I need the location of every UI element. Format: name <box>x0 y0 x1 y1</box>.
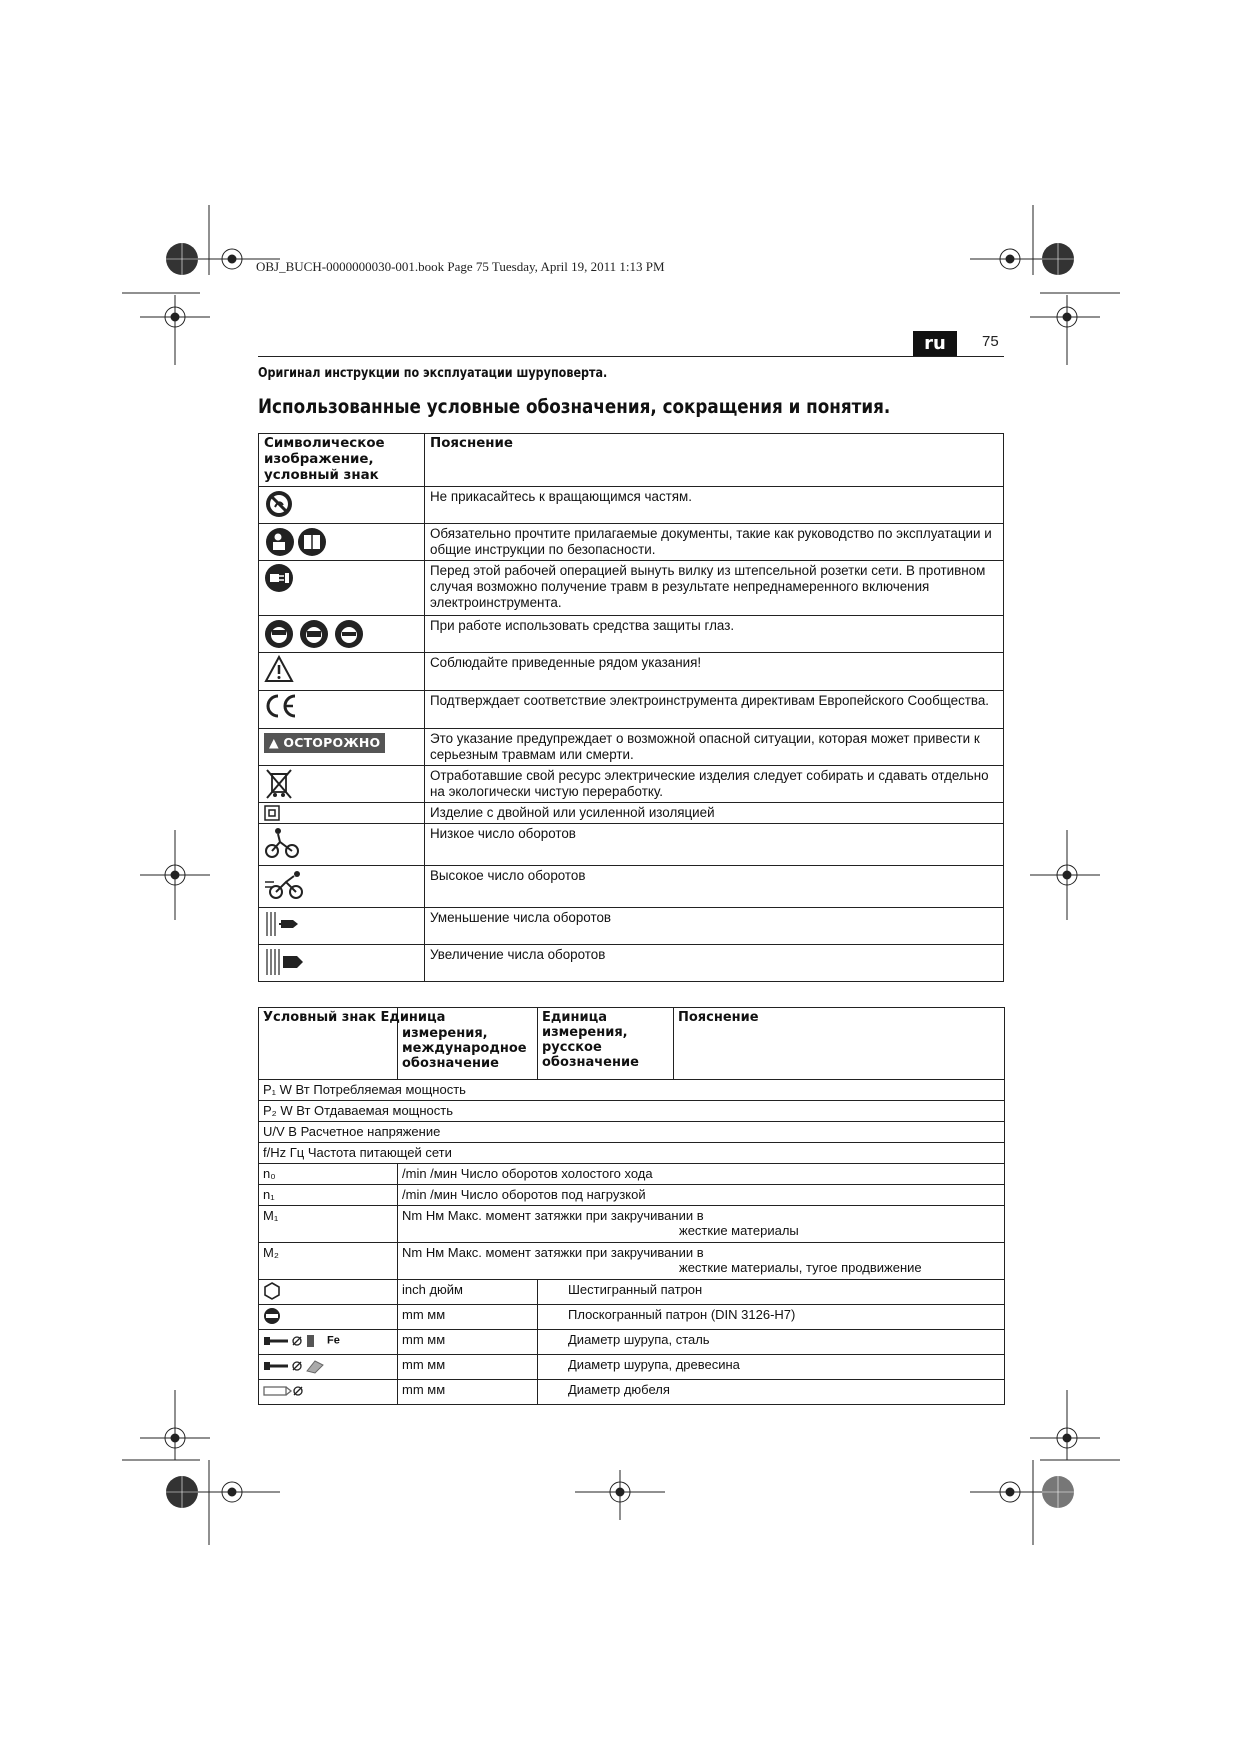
symbol-cell <box>259 908 425 945</box>
explanation-cell: Перед этой рабочей операцией вынуть вилку из штепсельной розетки сети. В противном случая возможно получение травм в результате непреднамеренного включения электроинструмента. <box>425 561 1004 616</box>
units-row-text: U/V В Расчетное напряжение <box>259 1122 1005 1143</box>
table-header-row <box>259 1008 1005 1080</box>
unit-symbol: M₂ <box>259 1243 398 1280</box>
dowel-icon <box>263 1382 305 1400</box>
table-row <box>259 1101 1005 1122</box>
symbol-cell <box>259 561 425 616</box>
flat-chuck-icon <box>263 1307 281 1325</box>
speed-increase-icon <box>264 947 304 977</box>
intl-unit: mm мм <box>398 1305 538 1330</box>
table-row <box>259 1305 1005 1330</box>
units-row-text: /min /мин Число оборотов под нагрузкой <box>398 1185 1005 1206</box>
explanation-cell: Подтверждает соответствие электроинструмента директивам Европейского Сообщества. <box>425 691 1004 729</box>
table-row <box>259 908 1004 945</box>
table-row <box>259 691 1004 729</box>
double-insulation-icon <box>264 805 280 821</box>
table-row <box>259 1280 1005 1305</box>
caution-badge: ▲ ОСТОРОЖНО <box>264 733 385 753</box>
unit-symbol <box>259 1380 398 1405</box>
weee-bin-icon <box>264 768 294 800</box>
warning-triangle-icon <box>264 655 294 683</box>
high-speed-bike-icon <box>264 868 308 902</box>
speed-decrease-icon <box>264 910 300 938</box>
page-number: 75 <box>982 333 999 350</box>
units-table <box>258 1007 1005 1405</box>
header-symbol: Символическое изображение, условный знак <box>259 434 425 487</box>
units-row-text: f/Hz Гц Частота питающей сети <box>259 1143 1005 1164</box>
symbol-cell <box>259 487 425 524</box>
unit-explanation: Диаметр дюбеля <box>538 1380 1005 1405</box>
header-ru-unit: Единица измерения, русское обозначение <box>538 1008 674 1080</box>
symbol-cell <box>259 691 425 729</box>
table-header-row <box>259 434 1004 487</box>
explanation-cell: Не прикасайтесь к вращающимся частям. <box>425 487 1004 524</box>
explanation-cell: Изделие с двойной или усиленной изоляцией <box>425 803 1004 824</box>
symbols-table <box>258 433 1004 982</box>
intl-unit: mm мм <box>398 1355 538 1380</box>
screw-wood-icon <box>263 1357 327 1375</box>
table-row <box>259 1330 1005 1355</box>
table-row <box>259 616 1004 653</box>
table-row <box>259 1143 1005 1164</box>
table-row <box>259 524 1004 561</box>
intl-unit: mm мм <box>398 1330 538 1355</box>
explanation-cell: Низкое число оборотов <box>425 824 1004 866</box>
symbol-cell <box>259 824 425 866</box>
table-row <box>259 766 1004 803</box>
table-row <box>259 866 1004 908</box>
table-row <box>259 1243 1005 1280</box>
no-touch-rotating-icon <box>264 489 294 519</box>
table-row <box>259 1206 1005 1243</box>
header-symbol: Условный знак Един ица <box>259 1008 398 1080</box>
explanation-cell: Обязательно прочтите прилагаемые документы, такие как руководство по эксплуатации и общие инструкции по безопасности. <box>425 524 1004 561</box>
header-rule <box>258 356 1004 357</box>
header-explanation: Пояснение <box>425 434 1004 487</box>
low-speed-bike-icon <box>264 826 300 860</box>
table-row <box>259 487 1004 524</box>
unit-symbol <box>259 1305 398 1330</box>
header-intl-unit: измерения, международное обозначение <box>398 1008 538 1080</box>
symbol-cell <box>259 866 425 908</box>
explanation-cell: При работе использовать средства защиты глаз. <box>425 616 1004 653</box>
table-row <box>259 945 1004 982</box>
read-manual-icon <box>264 526 330 558</box>
explanation-cell: Отработавшие свой ресурс электрические изделия следует собирать и сдавать отдельно на экологически чистую переработку. <box>425 766 1004 803</box>
unit-explanation: Диаметр шурупа, древесина <box>538 1355 1005 1380</box>
table-row <box>259 1164 1005 1185</box>
unit-explanation: Диаметр шурупа, сталь <box>538 1330 1005 1355</box>
table-row <box>259 1122 1005 1143</box>
intl-unit: mm мм <box>398 1380 538 1405</box>
unit-explanation: Шестигранный патрон <box>538 1280 1005 1305</box>
symbol-cell <box>259 945 425 982</box>
screw-steel-icon <box>263 1332 327 1350</box>
symbol-cell <box>259 616 425 653</box>
symbol-cell <box>259 524 425 561</box>
units-row-text: Nm Нм Макс. момент затяжки при закручивании в жесткие материалы <box>398 1206 1005 1243</box>
symbol-cell <box>259 766 425 803</box>
symbol-cell <box>259 803 425 824</box>
unit-symbol <box>259 1330 398 1355</box>
table-row <box>259 1355 1005 1380</box>
fe-label: Fe <box>327 1334 340 1347</box>
explanation-cell: Увеличение числа оборотов <box>425 945 1004 982</box>
eye-protection-icon <box>264 618 364 650</box>
document-subtitle: Оригинал инструкции по эксплуатации шуруповерта. <box>258 366 608 381</box>
table-row <box>259 1380 1005 1405</box>
table-row <box>259 729 1004 766</box>
page-title: Использованные условные обозначения, сокращения и понятия. <box>258 395 891 418</box>
table-row <box>259 1185 1005 1206</box>
unit-symbol: n₁ <box>259 1185 398 1206</box>
hex-chuck-icon <box>263 1282 281 1300</box>
symbol-cell <box>259 653 425 691</box>
table-row <box>259 1080 1005 1101</box>
header-explanation: Пояснение <box>674 1008 1005 1080</box>
table-row <box>259 824 1004 866</box>
unit-symbol: n₀ <box>259 1164 398 1185</box>
units-row-text: P₁ W Вт Потребляемая мощность <box>259 1080 1005 1101</box>
explanation-cell: Уменьшение числа оборотов <box>425 908 1004 945</box>
explanation-cell: Это указание предупреждает о возможной опасной ситуации, которая может привести к серьезным травмам или смерти. <box>425 729 1004 766</box>
ce-mark-icon <box>264 693 298 719</box>
language-tag: ru <box>913 331 957 357</box>
units-row-text: P₂ W Вт Отдаваемая мощность <box>259 1101 1005 1122</box>
book-info-line: OBJ_BUCH-0000000030-001.book Page 75 Tuesday, April 19, 2011 1:13 PM <box>256 259 665 274</box>
unit-explanation: Плоскогранный патрон (DIN 3126-H7) <box>538 1305 1005 1330</box>
units-row-text: /min /мин Число оборотов холостого хода <box>398 1164 1005 1185</box>
unit-symbol <box>259 1355 398 1380</box>
unit-symbol: M₁ <box>259 1206 398 1243</box>
symbol-cell <box>259 729 425 766</box>
unit-symbol <box>259 1280 398 1305</box>
table-row <box>259 561 1004 616</box>
unplug-icon <box>264 563 294 593</box>
units-row-text: Nm Нм Макс. момент затяжки при закручивании в жесткие материалы, тугое продвижение <box>398 1243 1005 1280</box>
explanation-cell: Соблюдайте приведенные рядом указания! <box>425 653 1004 691</box>
table-row <box>259 803 1004 824</box>
table-row <box>259 653 1004 691</box>
explanation-cell: Высокое число оборотов <box>425 866 1004 908</box>
intl-unit: inch дюйм <box>398 1280 538 1305</box>
